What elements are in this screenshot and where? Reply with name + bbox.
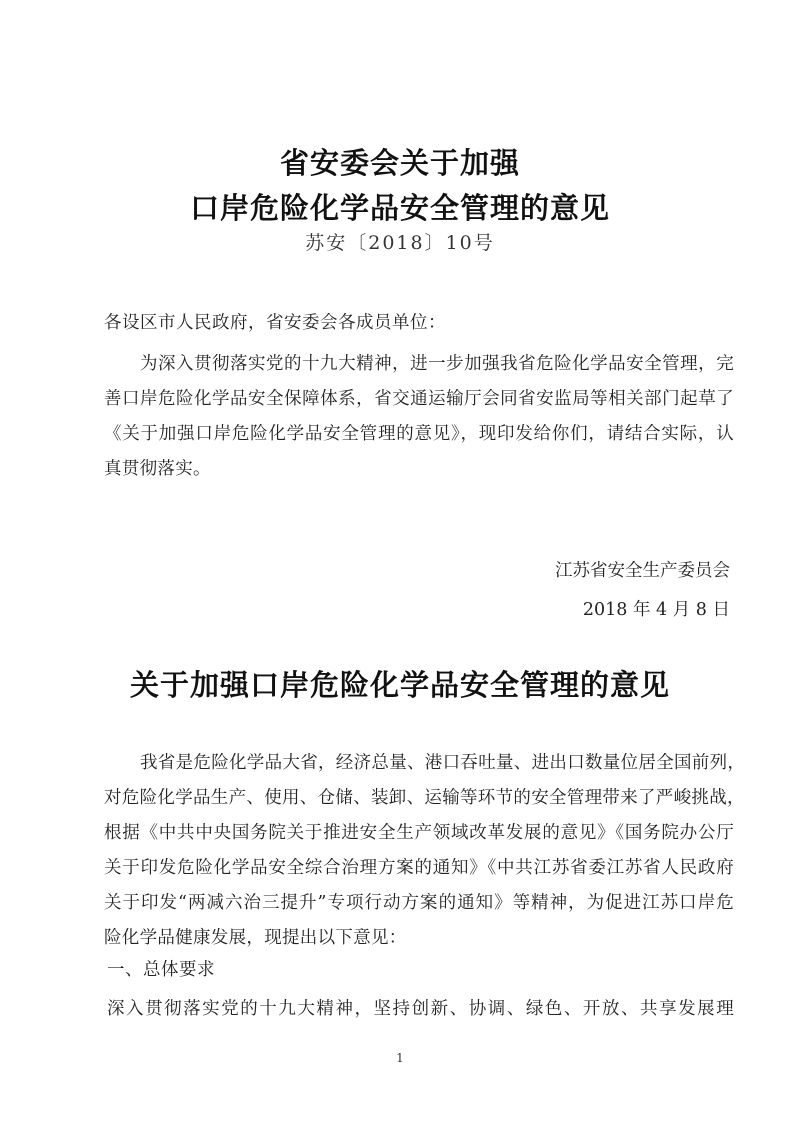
notice-paragraph-line: 为深入贯彻落实党的十九大精神，进一步加强我省危险化学品安全管理，完 xyxy=(140,354,734,374)
document-title-line-1: 省安委会关于加强 xyxy=(279,146,520,180)
opinion-intro-line: 险化学品健康发展，现提出以下意见： xyxy=(104,928,407,948)
section-1-first-line: 深入贯彻落实党的十九大精神，坚持创新、协调、绿色、开放、共享发展理 xyxy=(107,999,734,1019)
salutation: 各设区市人民政府，省安委会各成员单位： xyxy=(104,313,446,333)
opinion-intro-line: 关于印发危险化学品安全综合治理方案的通知》《中共江苏省委江苏省人民政府 xyxy=(104,858,734,878)
document-title-line-2: 口岸危险化学品安全管理的意见 xyxy=(189,191,610,225)
issuer-signature: 江苏省安全生产委员会 xyxy=(555,561,730,581)
opinion-intro-line: 关于印发“两减六治三提升”专项行动方案的通知》等精神，为促进江苏口岸危 xyxy=(104,893,734,913)
page-number: 1 xyxy=(396,1051,404,1065)
notice-paragraph-line: 真贯彻落实。 xyxy=(104,459,211,479)
document-number: 苏安〔2018〕10号 xyxy=(305,232,495,254)
section-heading-general-requirements: 一、总体要求 xyxy=(107,960,215,980)
notice-paragraph-line: 善口岸危险化学品安全保障体系，省交通运输厅会同省安监局等相关部门起草了 xyxy=(104,389,734,409)
opinion-intro-line: 我省是危险化学品大省，经济总量、港口吞吐量、进出口数量位居全国前列， xyxy=(140,753,746,773)
opinion-intro-line: 对危险化学品生产、使用、仓储、装卸、运输等环节的安全管理带来了严峻挑战， xyxy=(104,788,745,808)
opinion-intro-line: 根据《中共中央国务院关于推进安全生产领域改革发展的意见》《国务院办公厅 xyxy=(104,823,734,843)
notice-paragraph-line: 《关于加强口岸危险化学品安全管理的意见》，现印发给你们，请结合实际，认 xyxy=(104,424,734,444)
issue-date: 2018 年 4 月 8 日 xyxy=(582,600,730,620)
opinion-title: 关于加强口岸危险化学品安全管理的意见 xyxy=(129,668,670,702)
